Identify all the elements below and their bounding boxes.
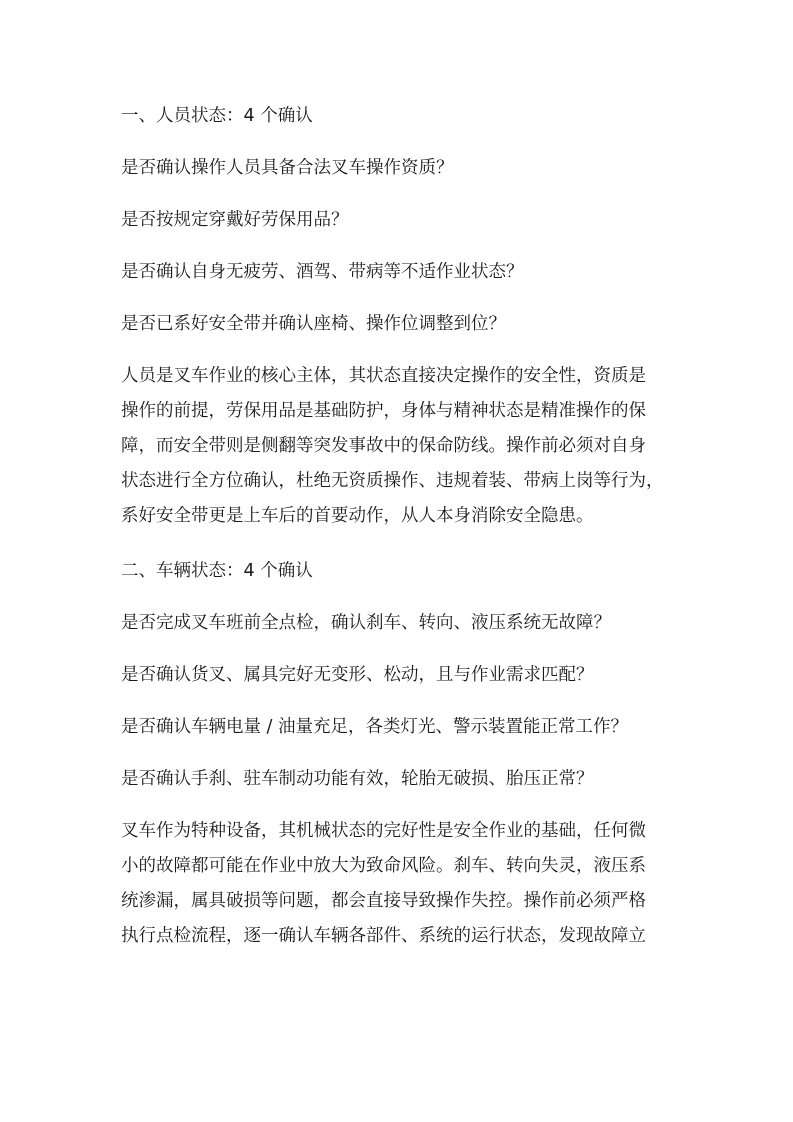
section1-item-3: 是否确认自身无疲劳、酒驾、带病等不适作业状态？: [121, 262, 524, 282]
section2-paragraph-line: 执行点检流程，逐一确认车辆各部件、系统的运行状态，发现故障立: [121, 926, 646, 946]
section1-paragraph-line: 人员是叉车作业的核心主体，其状态直接决定操作的安全性，资质是: [121, 366, 646, 386]
section1-paragraph-line: 障，而安全带则是侧翻等突发事故中的保命防线。操作前必须对自身: [121, 436, 646, 456]
section1-item-1: 是否确认操作人员具备合法叉车操作资质？: [121, 158, 454, 178]
section1-item-2: 是否按规定穿戴好劳保用品？: [121, 210, 349, 230]
section1-paragraph: [121, 360, 681, 535]
section1-heading: 一、人员状态：4 个确认: [121, 106, 313, 126]
section2-item-4: 是否确认手刹、驻车制动功能有效，轮胎无破损、胎压正常？: [121, 769, 594, 789]
section1-paragraph-line: 状态进行全方位确认，杜绝无资质操作、违规着装、带病上岗等行为，: [121, 471, 664, 491]
section2-paragraph: [121, 815, 681, 955]
section2-paragraph-line: 叉车作为特种设备，其机械状态的完好性是安全作业的基础，任何微: [121, 821, 646, 841]
section2-paragraph-line: 小的故障都可能在作业中放大为致命风险。刹车、转向失灵，液压系: [121, 856, 646, 876]
section2-heading: 二、车辆状态：4 个确认: [121, 561, 313, 581]
section2-item-1: 是否完成叉车班前全点检，确认刹车、转向、液压系统无故障？: [121, 613, 611, 633]
section2-item-3: 是否确认车辆电量 / 油量充足，各类灯光、警示装置能正常工作？: [121, 717, 629, 737]
section1-paragraph-line: 系好安全带更是上车后的首要动作，从人本身消除安全隐患。: [121, 506, 594, 526]
section2-paragraph-line: 统渗漏，属具破损等问题，都会直接导致操作失控。操作前必须严格: [121, 891, 646, 911]
section2-item-2: 是否确认货叉、属具完好无变形、松动，且与作业需求匹配？: [121, 665, 594, 685]
section1-paragraph-line: 操作的前提，劳保用品是基础防护，身体与精神状态是精准操作的保: [121, 401, 646, 421]
section1-item-4: 是否已系好安全带并确认座椅、操作位调整到位？: [121, 314, 506, 334]
document-page: [121, 100, 681, 975]
